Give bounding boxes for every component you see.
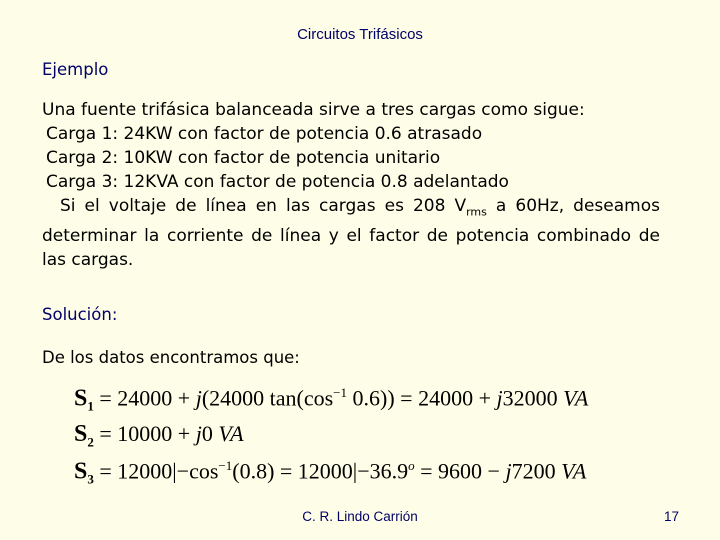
s3-sup: −1 (218, 458, 233, 473)
s1-rhs-a: = 24000 + (93, 385, 196, 411)
s3-unit: VA (561, 458, 587, 484)
statement-pre: Si el voltaje de línea en las cargas es 208 V (60, 196, 467, 216)
s3-label: S (74, 458, 88, 485)
s3-deg: o (408, 458, 415, 473)
problem-statement-line1 (42, 194, 660, 224)
s3-rhs-d: 7200 (511, 458, 562, 484)
footer-author: C. R. Lindo Carrión (302, 509, 418, 524)
problem-block (42, 98, 660, 272)
s3-rhs-c: = 9600 − (414, 458, 506, 484)
equation-s3 (74, 458, 586, 488)
s1-j: j (195, 385, 202, 411)
s3-sub: 3 (87, 471, 94, 487)
s3-rhs-a: = 12000|−cos (93, 458, 219, 484)
s1-sup: −1 (333, 385, 348, 400)
s2-rhs-b: 0 (201, 421, 219, 446)
s1-sub: 1 (87, 398, 94, 414)
s1-rhs-d: 32000 (502, 385, 564, 411)
load-2: Carga 2: 10KW con factor de potencia unitario (46, 148, 441, 168)
s1-j2: j (496, 385, 503, 411)
s1-unit: VA (563, 385, 589, 411)
s3-j: j (505, 458, 512, 484)
s2-sub: 2 (87, 434, 94, 450)
example-heading: Ejemplo (42, 60, 109, 79)
equation-s2 (74, 421, 244, 450)
s2-j: j (195, 421, 202, 446)
problem-intro: Una fuente trifásica balanceada sirve a tres cargas como sigue: (42, 100, 585, 120)
slide-title: Circuitos Trifásicos (297, 26, 423, 43)
s2-label: S (74, 421, 88, 447)
equation-s1 (74, 385, 588, 415)
s2-unit: VA (218, 421, 244, 446)
statement-sub: rms (466, 205, 487, 219)
s1-label: S (74, 385, 88, 412)
problem-statement-rest: determinar la corriente de línea y el factor de potencia combinado de las cargas. (42, 226, 660, 271)
load-1: Carga 1: 24KW con factor de potencia 0.6 atrasado (46, 124, 483, 144)
s3-rhs-b: (0.8) = 12000|−36.9 (232, 458, 409, 484)
s1-rhs-b: (24000 tan(cos (201, 385, 334, 411)
s1-rhs-c: 0.6)) = 24000 + (347, 385, 497, 411)
s2-rhs-a: = 10000 + (93, 421, 196, 446)
data-intro: De los datos encontramos que: (42, 348, 300, 367)
load-3: Carga 3: 12KVA con factor de potencia 0.8 adelantado (46, 172, 509, 192)
page-number: 17 (664, 509, 680, 524)
solution-heading: Solución: (42, 305, 118, 324)
statement-post: a 60Hz, deseamos (486, 196, 660, 216)
